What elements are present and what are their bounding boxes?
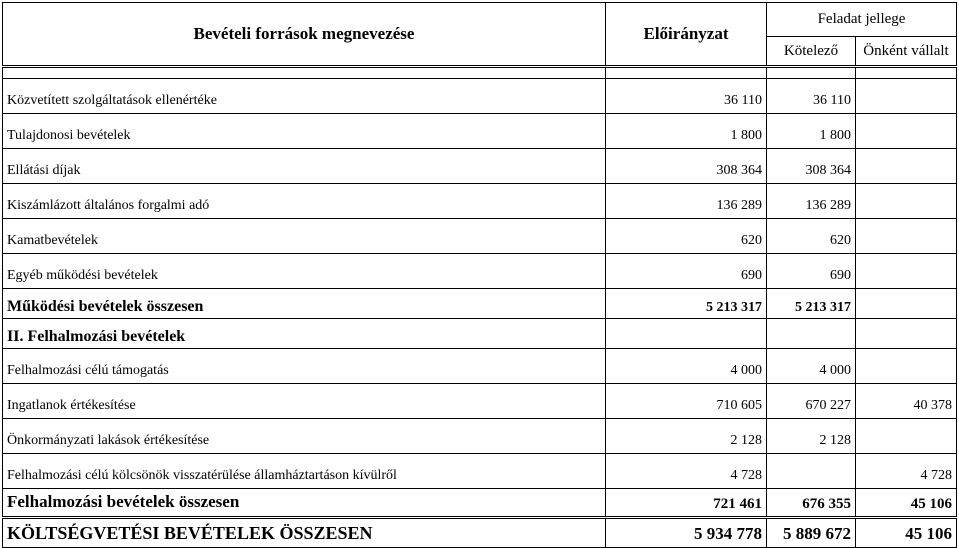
capital-total-mandatory: 676 355 <box>767 489 856 518</box>
row-voluntary <box>856 149 957 184</box>
row-mandatory: 308 364 <box>767 149 856 184</box>
capital-total-voluntary: 45 106 <box>856 489 957 518</box>
grand-total-plan: 5 934 778 <box>606 518 767 548</box>
grand-total-voluntary: 45 106 <box>856 518 957 548</box>
header-name: Bevételi források megnevezése <box>3 3 606 67</box>
row-label: Egyéb működési bevételek <box>3 254 606 289</box>
row-label: Ellátási díjak <box>3 149 606 184</box>
row-mandatory: 670 227 <box>767 384 856 419</box>
capital-total-label: Felhalmozási bevételek összesen <box>3 489 606 518</box>
header-voluntary: Önként vállalt <box>856 37 957 67</box>
row-label: Felhalmozási célú támogatás <box>3 349 606 384</box>
operating-total-voluntary <box>856 289 957 319</box>
section-heading: II. Felhalmozási bevételek <box>3 319 606 349</box>
row-plan: 1 800 <box>606 114 767 149</box>
row-plan: 710 605 <box>606 384 767 419</box>
section-heading-row <box>3 319 957 349</box>
table-row <box>3 454 957 489</box>
table-row <box>3 79 957 114</box>
table-row <box>3 254 957 289</box>
table-row <box>3 419 957 454</box>
operating-total-mandatory: 5 213 317 <box>767 289 856 319</box>
table-row <box>3 114 957 149</box>
row-label: Kamatbevételek <box>3 219 606 254</box>
table-row <box>3 384 957 419</box>
header-type: Feladat jellege <box>767 3 957 37</box>
table-row <box>3 219 957 254</box>
row-voluntary <box>856 184 957 219</box>
row-plan: 36 110 <box>606 79 767 114</box>
row-voluntary <box>856 349 957 384</box>
grand-total-mandatory: 5 889 672 <box>767 518 856 548</box>
table-row <box>3 184 957 219</box>
operating-total-plan: 5 213 317 <box>606 289 767 319</box>
row-label: Tulajdonosi bevételek <box>3 114 606 149</box>
row-mandatory <box>767 454 856 489</box>
capital-total-plan: 721 461 <box>606 489 767 518</box>
capital-total-row <box>3 489 957 518</box>
header-plan: Előirányzat <box>606 3 767 67</box>
row-plan: 690 <box>606 254 767 289</box>
row-plan: 4 000 <box>606 349 767 384</box>
row-label: Ingatlanok értékesítése <box>3 384 606 419</box>
table-row <box>3 349 957 384</box>
row-mandatory: 1 800 <box>767 114 856 149</box>
grand-total-label: KÖLTSÉGVETÉSI BEVÉTELEK ÖSSZESEN <box>3 518 606 548</box>
header-mandatory: Kötelező <box>767 37 856 67</box>
row-voluntary <box>856 419 957 454</box>
row-label: Közvetített szolgáltatások ellenértéke <box>3 79 606 114</box>
row-plan: 4 728 <box>606 454 767 489</box>
row-mandatory: 690 <box>767 254 856 289</box>
row-voluntary: 4 728 <box>856 454 957 489</box>
row-plan: 136 289 <box>606 184 767 219</box>
row-mandatory: 620 <box>767 219 856 254</box>
row-mandatory: 36 110 <box>767 79 856 114</box>
row-plan: 2 128 <box>606 419 767 454</box>
row-voluntary <box>856 219 957 254</box>
row-plan: 620 <box>606 219 767 254</box>
row-voluntary <box>856 254 957 289</box>
row-label: Önkormányzati lakások értékesítése <box>3 419 606 454</box>
row-label: Kiszámlázott általános forgalmi adó <box>3 184 606 219</box>
table-row <box>3 149 957 184</box>
operating-total-row <box>3 289 957 319</box>
grand-total-row <box>3 518 957 548</box>
row-label: Felhalmozási célú kölcsönök visszatérülése államháztartáson kívülről <box>3 454 606 489</box>
operating-total-label: Működési bevételek összesen <box>3 289 606 319</box>
row-voluntary <box>856 79 957 114</box>
row-mandatory: 4 000 <box>767 349 856 384</box>
row-voluntary <box>856 114 957 149</box>
row-voluntary: 40 378 <box>856 384 957 419</box>
row-mandatory: 2 128 <box>767 419 856 454</box>
row-plan: 308 364 <box>606 149 767 184</box>
row-mandatory: 136 289 <box>767 184 856 219</box>
revenue-table <box>2 2 957 548</box>
